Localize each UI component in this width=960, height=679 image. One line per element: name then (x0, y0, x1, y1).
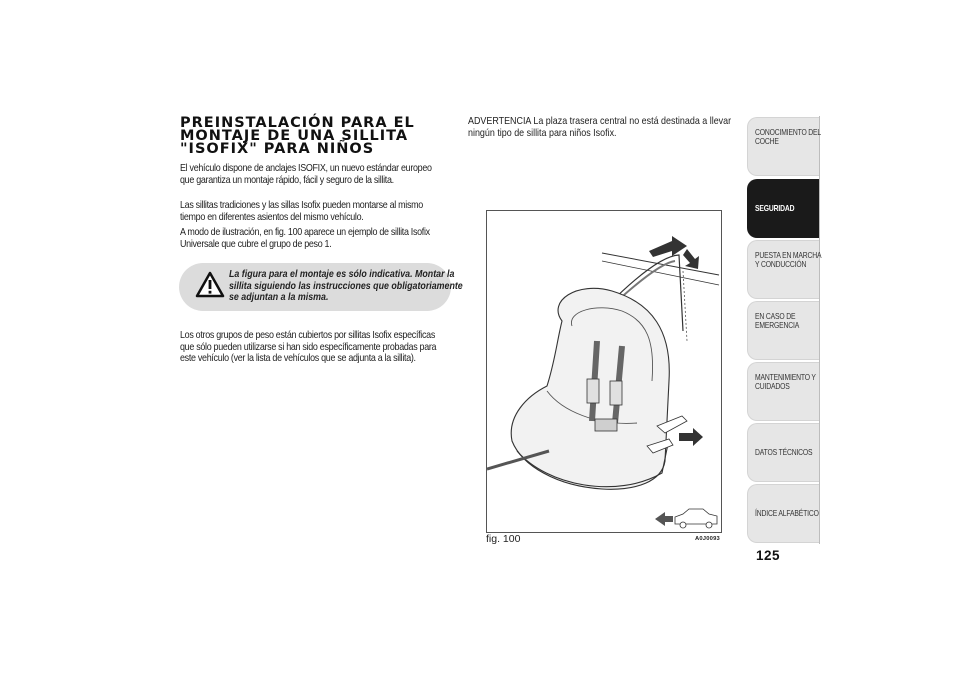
text-line: Los otros grupos de peso están cubiertos por sillitas Isofix específicas (180, 330, 435, 341)
text-line: sillita siguiendo las instrucciones que obligatoriamente (229, 280, 463, 292)
text-line: se adjuntan a la misma. (229, 292, 329, 303)
sidebar-tab-indice[interactable] (747, 484, 819, 543)
warning-box (179, 263, 463, 311)
arrow-left-icon (655, 512, 673, 526)
figure-code: A0J0093 (695, 536, 720, 542)
warning-triangle-icon (195, 271, 225, 299)
sidebar-tab-puesta-en-marcha[interactable] (747, 240, 822, 299)
text-line: El vehículo dispone de anclajes ISOFIX, un nuevo estándar europeo (180, 163, 432, 174)
figure-frame (486, 210, 722, 533)
tab-label-line: MANTENIMIENTO Y (755, 372, 816, 382)
title-line: "ISOFIX" PARA NIÑOS (180, 141, 375, 157)
tab-label-line: SEGURIDAD (755, 203, 795, 213)
title-line: MONTAJE DE UNA SILLITA (180, 128, 409, 144)
title-line: PREINSTALACIÓN PARA EL (180, 115, 415, 131)
child-seat-illustration (487, 211, 721, 532)
warning-text (229, 269, 463, 304)
sidebar-tab-mantenimiento[interactable] (747, 362, 819, 421)
text-line: Universale que cubre el grupo de peso 1. (180, 238, 332, 250)
tab-label-line: COCHE (755, 136, 779, 147)
page-number: 125 (756, 548, 781, 563)
tab-label-line: EN CASO DE (755, 311, 796, 321)
paragraph-other-groups (180, 330, 464, 365)
paragraph-seat-types (180, 200, 447, 223)
text-line: La figura para el montaje es sólo indicativa. Montar la (229, 269, 455, 280)
sidebar-tab-seguridad[interactable] (747, 179, 819, 238)
text-line: este vehículo (ver la lista de vehículos que se adjunta a la sillita). (180, 353, 416, 365)
sidebar-tab-emergencia[interactable] (747, 301, 819, 360)
tab-label-line: ÍNDICE ALFABÉTICO (755, 508, 819, 518)
section-title (180, 117, 420, 156)
text-line: Las sillitas tradiciones y las sillas Isofix pueden montarse al mismo (180, 200, 423, 211)
tab-label (755, 448, 812, 457)
text-line: que garantiza un montaje rápido, fácil y seguro de la sillita. (180, 174, 394, 186)
car-side-icon (675, 509, 717, 528)
text-line: ADVERTENCIA La plaza trasera central no está destinada a llevar (468, 116, 732, 127)
paragraph-isofix-intro (180, 163, 447, 186)
sidebar-tab-conocimiento[interactable] (747, 117, 822, 176)
advertencia-text (468, 116, 731, 139)
tab-label (755, 312, 799, 331)
text-line: tiempo en diferentes asientos del mismo vehículo. (180, 211, 364, 223)
figure-label: fig. 100 (486, 533, 521, 545)
tab-label-line: PUESTA EN MARCHA (755, 250, 822, 260)
tab-label-line: Y CONDUCCIÓN (755, 259, 807, 270)
tab-label (755, 509, 819, 518)
tab-label-line: CONOCIMIENTO DEL (755, 127, 822, 137)
text-line: ningún tipo de sillita para niños Isofix. (468, 127, 617, 139)
tab-label-line: DATOS TÉCNICOS (755, 447, 813, 457)
tab-label (755, 373, 816, 392)
paragraph-illustration (180, 227, 447, 250)
tab-label (755, 251, 821, 270)
text-line: A modo de ilustración, en fig. 100 aparece un ejemplo de sillita Isofix (180, 227, 430, 238)
tab-label (755, 204, 794, 213)
tab-label (755, 128, 821, 147)
tab-label-line: CUIDADOS (755, 381, 790, 392)
sidebar-tab-datos-tecnicos[interactable] (747, 423, 819, 482)
tab-label-line: EMERGENCIA (755, 320, 800, 331)
text-line: que sólo pueden utilizarse si han sido específicamente probadas para (180, 341, 437, 353)
sidebar-divider (819, 116, 820, 544)
